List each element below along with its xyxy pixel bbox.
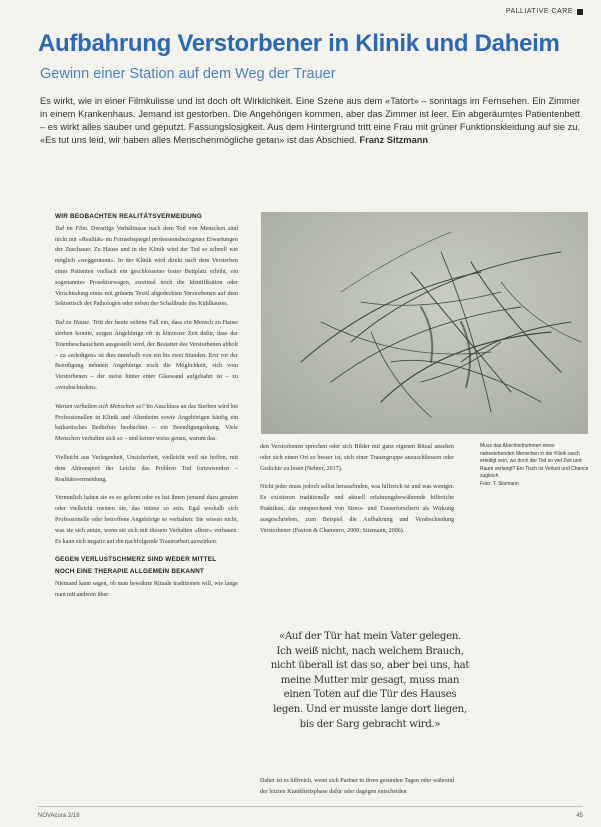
article-column-middle <box>260 442 454 544</box>
paragraph-text: Tritt der heute seltene Fall ein, dass ein Mensch zu Hause sterben konnte, sorgen Angehörige oft in kürzester Zeit dafür, dass der Totenbeschauschein ausgestellt wird, der Bestatter des Verstorbenen abholt – zu «erledigen» ist dies innerhalb von ein bis zwei Stunden. Erst vor der Beerdigung nehmen Angehörige noch die Möglichkeit, sich vom Verstorbenen – der meist hinter einer Glaswand aufgebahrt ist – zu «verabschieden». <box>55 320 239 391</box>
paragraph: Vielleicht aus Verlegenheit, Unsicherheit, vielleicht weil sie hoffen, mit dem Abtransport der Leiche das Problem Tod fortzuwerden – Realitätsvermeidung. <box>55 454 238 483</box>
photo-caption <box>480 443 590 489</box>
caption-credit: Foto: T. Sitzmann <box>480 480 519 487</box>
section-label <box>506 8 583 15</box>
page-title: Aufbahrung Verstorbener in Klinik und Daheim <box>38 30 560 57</box>
article-column-left <box>55 212 238 609</box>
section-label-text: PALLIATIVE CARE <box>505 8 573 15</box>
paragraph: Niemand kann sagen, ob man bewährte Rituale traditionen will, wie lange man mit anderen über <box>55 580 238 598</box>
paragraph: den Verstorbenen sprechen oder sich Bilder mit ganz eigenen Ritual ansehen oder sich einen Ort so besser ist, sich einer Trauergruppe anzuschliessen oder Gedichte zu lesen (Nehrer, 2017). <box>260 444 454 472</box>
article-column-middle-bottom <box>260 776 454 806</box>
page-subtitle: Gewinn einer Station auf dem Weg der Trauer <box>40 66 336 82</box>
section-heading: WIR BEOBACHTEN REALITÄTSVERMEIDUNG <box>55 213 203 220</box>
paragraph-text: Derartige Verhältnisse nach dem Tod von Menschen sind nicht nur «Realität» im Fernsehspiegel professionsbezogener Erwartungen der Zuschauer. Zu Hause und in der Klinik wird der Tod so schnell wie möglich «weggeräumt». In der Klinik wird direkt nach dem Versterben eines Patienten vielfach ein geschlossener fester Bettplatz erhöht, ein sogenanntes Prosektorwagen, zweimal noch die Identifikation oder Verschiedung eines mit grünem Textil abgedeckten Verstorbenen auf dem Sektortisch der Pathologen oder neben der Schaltbude des Kühlhauses. <box>55 225 238 308</box>
footer-issue: NOVAcura 2/18 <box>38 813 80 819</box>
section-heading: GEGEN VERLUSTSCHMERZ SIND WEDER MITTEL <box>55 556 217 564</box>
grass-photo <box>261 212 588 434</box>
footer-divider <box>38 806 583 807</box>
paragraph-lead: Tod im Film. <box>55 225 89 232</box>
paragraph <box>55 402 238 445</box>
lead-text: Es wirkt, wie in einer Filmkulisse und ist doch oft Wirklichkeit. Eine Szene aus dem «Tatort» – sonntags im Fernsehen. Ein Zimmer in einem Krankenhaus. Jemand ist gestorben. Die Angehörigen kommen, aber das Zimmer ist leer. Ein abgeräumtes Patientenbett – es wirkt alles sauber und geputzt. Fassungslosigkeit. Aus dem Hintergrund tritt eine Frau mit grüner Funktionskleidung auf sie zu. «Es tut uns leid, wir haben alles Menschenmögliche getan» ist das Abschied. <box>40 96 580 145</box>
square-icon <box>577 9 583 15</box>
caption-text: Muss das Abschiednehmen eines nahestehenden Menschen in der Klinik rasch erledigt sein, wo doch der Tod so viel Zeit und Raum verlangt? Ein Tisch ist Verlust und Chance zugleich. <box>480 443 589 480</box>
paragraph <box>55 224 238 310</box>
paragraph: Nicht jeder muss jedoch selbst herausfinden, was hilfreich ist und was weniger. Es existieren traditionelle und aktuell erfahrungsbewährende hilfreiche Praktiken, die entsprechend von Stress- und Trauerforschern als Wirkung ausgeschrieben, zum Beispiel die Aufbahrung und Verabschiedung Verstorbener (Paxton & Chamorro, 2000; Sitzmann, 2006). <box>260 484 454 534</box>
page-number: 45 <box>576 813 583 819</box>
pull-quote: «Auf der Tür hat mein Vater gelegen. Ich weiß nicht, nach welchem Brauch, nicht überall ist das so, aber bei uns, hat meine Mutter mir gesagt, muss man einen Toten auf die Tür des Hauses legen. Und er musste lange dort liegen, bis der Sarg gebracht wird.» <box>270 631 470 730</box>
paragraph: Daher ist es hilfreich, wenn sich Partner in ihren gesunden Tagen oder während der letzten Krankheitsphase dafür oder dagegen entscheiden <box>260 778 454 795</box>
paragraph-lead: Warum verhalten sich Menschen so? <box>55 403 145 410</box>
section-heading: NOCH EINE THERAPIE ALLGEMEIN BEKANNT <box>55 568 204 576</box>
lead-author: Franz Sitzmann <box>359 135 429 145</box>
paragraph-text: Im Anschluss an das Sterben wird bei Professionellen in Klinik und Altenheim sowie Angehörigen häufig ein kathartisches Bedürfnis beobachtet – ein Beendigungsdrang. Viele Menschen verhalten sich so – und keiner weiss genau, warum das. <box>55 403 238 443</box>
paragraph <box>55 318 238 394</box>
lead-paragraph <box>40 95 580 147</box>
paragraph: Vermutlich haben sie es so gelernt oder es hat ihnen jemand dazu geraten oder vielleicht meinen sie, das müsse so sein. Egal weshalb sich Professionelle oder betroffene Angehörige so verhalten: Sie wissen nicht, was sie sich antun, wenn sie sich mit diesem Verhalten «Ihrer» verbauen. Es kann sich negativ auf die nachfolgende Trauerarbeit auswirken. <box>55 495 238 545</box>
paragraph-lead: Tod zu Hause. <box>55 320 91 327</box>
